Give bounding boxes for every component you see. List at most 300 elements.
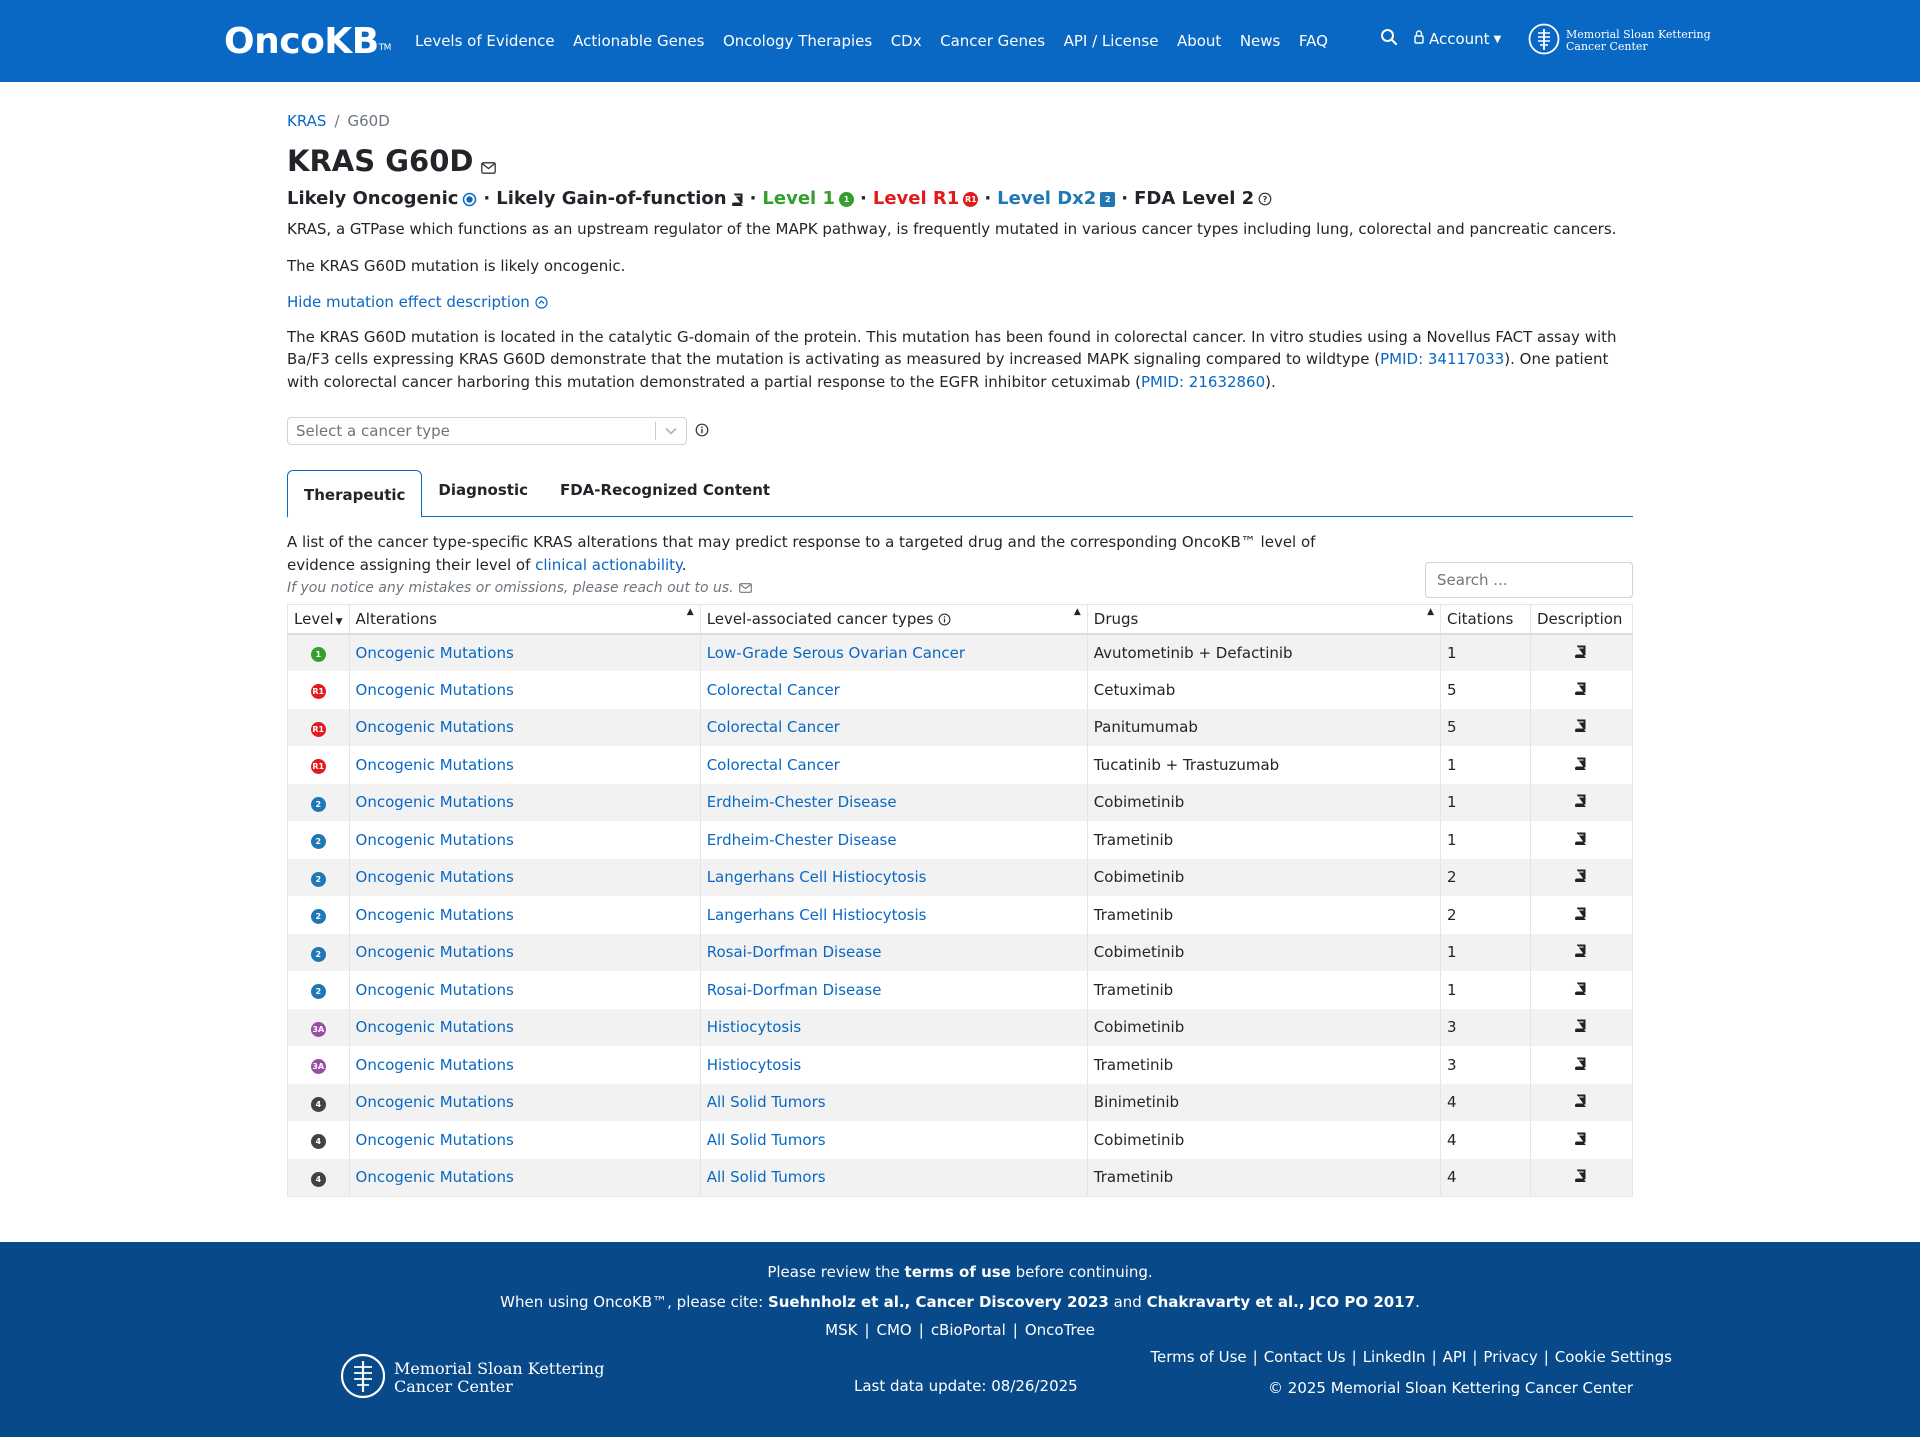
header-level-label: Level: [294, 609, 334, 628]
table-row: [288, 971, 1633, 1009]
header-citations[interactable]: [1441, 605, 1531, 634]
cancer-type-link[interactable]: All Solid Tumors: [706, 1168, 826, 1186]
link-separator: |: [1351, 1348, 1357, 1366]
level-badge-icon: 1: [311, 647, 326, 662]
table-header-row: [288, 605, 1633, 634]
table-row: [288, 934, 1633, 972]
cancer-type-link[interactable]: Rosai-Dorfman Disease: [706, 980, 882, 999]
alteration-link[interactable]: Oncogenic Mutations: [355, 1018, 514, 1037]
footer-link-api[interactable]: API: [1442, 1348, 1467, 1366]
header-citations-label: Citations: [1447, 609, 1514, 628]
question-circle-icon[interactable]: [1258, 192, 1272, 206]
description-cell: [1530, 709, 1632, 747]
book-icon[interactable]: [1575, 682, 1587, 695]
svg-text:?: ?: [1262, 195, 1268, 204]
footer-partner-links: [0, 1319, 1920, 1341]
nav-item-faq[interactable]: FAQ: [1298, 32, 1328, 50]
alteration-link[interactable]: Oncogenic Mutations: [355, 718, 514, 737]
header-description[interactable]: [1530, 605, 1632, 634]
drug-cell: Avutometinib + Defactinib: [1087, 634, 1440, 672]
breadcrumb-separator: /: [334, 112, 340, 130]
envelope-icon[interactable]: [481, 141, 496, 187]
summary-dot: ·: [1121, 188, 1129, 209]
oncogenic-icon: [462, 192, 477, 207]
drug-cell: Cobimetinib: [1087, 934, 1440, 972]
sort-icon: ▲: [686, 607, 694, 617]
nav-right: [1380, 28, 1501, 50]
cancer-type-cell: [700, 859, 1087, 897]
cancer-type-cell: [700, 1084, 1087, 1122]
tab-description-text: A list of the cancer type-specific KRAS alterations that may predict response to a targeted drug and the corresponding OncoKB™ level of evidence assigning their level of: [287, 533, 1316, 574]
alteration-link[interactable]: Oncogenic Mutations: [355, 755, 514, 774]
level-cell: [288, 971, 350, 1009]
citation-link[interactable]: Suehnholz et al., Cancer Discovery 2023: [767, 1293, 1109, 1311]
alteration-link[interactable]: Oncogenic Mutations: [355, 1130, 514, 1149]
alteration-link[interactable]: Oncogenic Mutations: [355, 943, 514, 962]
footer-link-oncotree[interactable]: OncoTree: [1024, 1321, 1095, 1339]
top-navbar: [0, 0, 1920, 82]
alteration-cell: [349, 896, 700, 934]
msk-text: [1566, 29, 1711, 53]
table-row: [288, 859, 1633, 897]
level-cell: [288, 1009, 350, 1047]
header-drugs[interactable]: [1087, 605, 1440, 634]
level-badge-icon: 2: [311, 834, 326, 849]
nav-item-levels-of-evidence[interactable]: Levels of Evidence: [415, 32, 555, 50]
level-badge-icon: R1: [311, 684, 326, 699]
citation-notice: [0, 1291, 1920, 1313]
tab-description-end: .: [681, 555, 687, 574]
oncokb-logo[interactable]: [224, 19, 391, 65]
citations-cell[interactable]: 5: [1441, 709, 1531, 747]
variant-summary: The KRAS G60D mutation is likely oncogenic.: [287, 256, 626, 275]
level-r1-badge-icon: R1: [963, 192, 978, 207]
drug-cell: Panitumumab: [1087, 709, 1440, 747]
link-separator: |: [1543, 1348, 1549, 1366]
terms-of-use-link[interactable]: terms of use: [904, 1263, 1011, 1281]
level-cell: [288, 634, 350, 672]
cancer-type-link[interactable]: Langerhans Cell Histiocytosis: [706, 905, 927, 924]
level-cell: [288, 859, 350, 897]
level-badge-icon: R1: [311, 759, 326, 774]
level-badge-icon: 2: [311, 984, 326, 999]
header-cancer-types[interactable]: [700, 605, 1087, 634]
logo-trademark: TM: [378, 43, 391, 53]
mutation-effect-label: Likely Gain-of-function: [496, 188, 727, 209]
cancer-type-cell: [700, 934, 1087, 972]
link-separator: |: [864, 1321, 870, 1339]
user-icon: [1412, 29, 1426, 49]
alteration-link[interactable]: Oncogenic Mutations: [355, 980, 514, 999]
alteration-cell: [349, 971, 700, 1009]
terms-notice: [0, 1261, 1920, 1283]
book-icon[interactable]: [1575, 1169, 1587, 1182]
breadcrumb-gene-link[interactable]: KRAS: [287, 112, 327, 130]
breadcrumb-current: G60D: [347, 112, 390, 130]
level-cell: [288, 1084, 350, 1122]
description-cell: [1530, 634, 1632, 672]
description-cell: [1530, 971, 1632, 1009]
drug-cell: Trametinib: [1087, 971, 1440, 1009]
pmid-link[interactable]: PMID: 34117033: [1380, 350, 1505, 368]
citations-cell[interactable]: 1: [1441, 746, 1531, 784]
level-cell: [288, 784, 350, 822]
book-icon[interactable]: [1575, 1132, 1587, 1145]
alteration-cell: [349, 934, 700, 972]
drug-cell: Trametinib: [1087, 821, 1440, 859]
terms-notice-text: before continuing.: [1010, 1263, 1153, 1281]
cancer-type-link[interactable]: Rosai-Dorfman Disease: [706, 943, 882, 962]
tab-description: [287, 531, 1347, 576]
footer-link-msk[interactable]: MSK: [825, 1321, 858, 1339]
book-icon[interactable]: [1575, 982, 1587, 995]
cancer-type-cell: [700, 896, 1087, 934]
cancer-type-select-placeholder: Select a cancer type: [296, 422, 450, 440]
level-dx2-badge-icon: 2: [1100, 192, 1115, 207]
logo-text: OncoKB: [224, 21, 379, 62]
book-icon[interactable]: [1575, 1019, 1587, 1032]
evidence-tabs: [287, 468, 1633, 517]
drug-cell: Cobimetinib: [1087, 1009, 1440, 1047]
chevron-down-icon: ▼: [1493, 33, 1502, 45]
citations-cell[interactable]: 4: [1441, 1121, 1531, 1159]
drug-cell: Cobimetinib: [1087, 859, 1440, 897]
cancer-type-select-row: [287, 417, 1633, 445]
description-cell: [1530, 1046, 1632, 1084]
level-cell: [288, 1046, 350, 1084]
page-title-text: KRAS G60D: [287, 144, 474, 178]
level-cell: [288, 1121, 350, 1159]
cancer-type-cell: [700, 746, 1087, 784]
drug-cell: Cobimetinib: [1087, 784, 1440, 822]
msk-line2: Cancer Center: [1566, 40, 1648, 53]
level-badge-icon: 2: [311, 872, 326, 887]
cancer-type-link[interactable]: Erdheim-Chester Disease: [706, 793, 897, 812]
msk-caduceus-icon: [1528, 22, 1560, 60]
summary-dot: ·: [860, 188, 867, 209]
citations-cell[interactable]: 4: [1441, 1159, 1531, 1197]
drug-cell: Trametinib: [1087, 896, 1440, 934]
variant-summary-line: [287, 184, 1633, 214]
table-row: [288, 746, 1633, 784]
msk-logo[interactable]: [1528, 22, 1711, 60]
select-indicators: [647, 422, 678, 440]
level-cell: [288, 1159, 350, 1197]
citations-cell[interactable]: 3: [1441, 1046, 1531, 1084]
description-cell: [1530, 746, 1632, 784]
footer-link-linkedin[interactable]: LinkedIn: [1362, 1348, 1426, 1366]
header-alterations-label: Alterations: [355, 609, 437, 628]
alteration-cell: [349, 821, 700, 859]
pmid-link[interactable]: PMID: 21632860: [1141, 372, 1266, 391]
footer: [0, 1242, 1920, 1437]
header-description-label: Description: [1536, 609, 1623, 628]
description-cell: [1530, 934, 1632, 972]
table-row: [288, 784, 1633, 822]
header-level[interactable]: [288, 605, 350, 634]
description-cell: [1530, 1121, 1632, 1159]
level-badge-icon: 4: [311, 1172, 326, 1187]
table-row: [288, 821, 1633, 859]
level-dx2-label[interactable]: Level Dx2: [997, 188, 1097, 209]
cancer-type-link[interactable]: All Solid Tumors: [706, 1130, 826, 1149]
cancer-type-link[interactable]: Histiocytosis: [706, 1018, 802, 1037]
page-title: [287, 138, 1633, 184]
nav-item-cdx[interactable]: CDx: [890, 32, 922, 50]
header-cancer-types-label: Level-associated cancer types: [706, 609, 934, 628]
alteration-cell: [349, 1121, 700, 1159]
summary-dot: ·: [984, 188, 992, 209]
footer-right-links: [1150, 1348, 1672, 1366]
fda-level-label[interactable]: FDA Level 2: [1134, 188, 1255, 209]
book-icon[interactable]: [1575, 719, 1587, 732]
citations-cell[interactable]: 4: [1441, 1084, 1531, 1122]
msk-line2: Cancer Center: [394, 1377, 513, 1396]
terms-notice-text: Please review the: [767, 1263, 905, 1281]
nav-item-cancer-genes[interactable]: Cancer Genes: [940, 32, 1046, 50]
level-cell: [288, 746, 350, 784]
drug-cell: Cetuximab: [1087, 671, 1440, 709]
sort-desc-icon: ▼: [335, 616, 343, 627]
table-row: [288, 1084, 1633, 1122]
cancer-type-link[interactable]: Erdheim-Chester Disease: [706, 830, 897, 849]
table-row: [288, 671, 1633, 709]
info-circle-icon[interactable]: [938, 613, 951, 626]
footer-link-terms-of-use[interactable]: Terms of Use: [1150, 1348, 1247, 1366]
citation-text: and: [1108, 1293, 1147, 1311]
alteration-cell: [349, 784, 700, 822]
therapeutic-evidence-table: [287, 604, 1633, 1197]
cancer-type-select[interactable]: [287, 417, 687, 445]
alteration-cell: [349, 859, 700, 897]
level-badge-icon: 3A: [311, 1022, 326, 1037]
citations-cell[interactable]: 3: [1441, 1009, 1531, 1047]
cancer-type-link[interactable]: All Solid Tumors: [706, 1093, 826, 1112]
table-body: [288, 634, 1633, 1197]
citations-cell[interactable]: 1: [1441, 634, 1531, 672]
table-row: [288, 1009, 1633, 1047]
msk-line1: Memorial Sloan Kettering: [394, 1359, 605, 1378]
mutation-effect-text: ). One patient with colorectal cancer harboring this mutation demonstrated a partial response to the EGFR inhibitor cetuximab (: [287, 350, 1609, 391]
level-badge-icon: R1: [311, 722, 326, 737]
account-menu[interactable]: [1412, 29, 1501, 49]
oncogenicity-label: Likely Oncogenic: [287, 188, 459, 209]
mutation-effect-description: [287, 326, 1633, 394]
clinical-actionability-link[interactable]: clinical actionability: [535, 555, 682, 574]
cancer-type-link[interactable]: Colorectal Cancer: [706, 680, 840, 699]
description-cell: [1530, 784, 1632, 822]
drug-cell: Binimetinib: [1087, 1084, 1440, 1122]
cancer-type-link[interactable]: Colorectal Cancer: [706, 718, 840, 737]
cancer-type-link[interactable]: Low-Grade Serous Ovarian Cancer: [706, 643, 966, 662]
copyright: © 2025 Memorial Sloan Kettering Cancer Center: [1268, 1379, 1633, 1397]
table-row: [288, 1159, 1633, 1197]
level-1-label[interactable]: Level 1: [762, 188, 836, 209]
alteration-cell: [349, 1046, 700, 1084]
footer-msk-logo[interactable]: [340, 1351, 604, 1405]
footer-link-privacy[interactable]: Privacy: [1483, 1348, 1538, 1366]
cancer-type-cell: [700, 971, 1087, 1009]
mutation-effect-text: ).: [1265, 372, 1276, 391]
book-icon[interactable]: [1575, 907, 1587, 920]
cancer-type-cell: [700, 1159, 1087, 1197]
search-icon[interactable]: [1380, 28, 1402, 50]
nav-item-actionable-genes[interactable]: Actionable Genes: [573, 32, 705, 50]
alteration-link[interactable]: Oncogenic Mutations: [355, 680, 514, 699]
citations-cell[interactable]: 1: [1441, 784, 1531, 822]
level-cell: [288, 934, 350, 972]
cancer-type-cell: [700, 1046, 1087, 1084]
msk-line1: Memorial Sloan Kettering: [1566, 28, 1711, 41]
cancer-type-link[interactable]: Histiocytosis: [706, 1055, 802, 1074]
alteration-cell: [349, 709, 700, 747]
drug-cell: Cobimetinib: [1087, 1121, 1440, 1159]
alteration-link[interactable]: Oncogenic Mutations: [355, 905, 514, 924]
book-icon[interactable]: [1575, 1057, 1587, 1070]
alteration-link[interactable]: Oncogenic Mutations: [355, 793, 514, 812]
nav-item-oncology-therapies[interactable]: Oncology Therapies: [722, 32, 873, 50]
feedback-note-text: If you notice any mistakes or omissions, please reach out to us.: [287, 580, 734, 596]
header-alterations[interactable]: [349, 605, 700, 634]
table-row: [288, 634, 1633, 672]
tab-diagnostic[interactable]: Diagnostic: [438, 481, 528, 499]
level-badge-icon: 2: [311, 797, 326, 812]
footer-link-cmo[interactable]: CMO: [876, 1321, 912, 1339]
table-search-input[interactable]: [1425, 562, 1633, 598]
book-icon[interactable]: [1575, 757, 1587, 770]
book-icon[interactable]: [1575, 944, 1587, 957]
level-cell: [288, 821, 350, 859]
main-content: [287, 104, 1633, 1186]
nav-item-news[interactable]: News: [1239, 32, 1281, 50]
description-cell: [1530, 1084, 1632, 1122]
citations-cell[interactable]: 1: [1441, 821, 1531, 859]
citations-cell[interactable]: 1: [1441, 971, 1531, 1009]
book-icon[interactable]: [1575, 1094, 1587, 1107]
table-row: [288, 896, 1633, 934]
cancer-type-link[interactable]: Colorectal Cancer: [706, 755, 840, 774]
citations-cell[interactable]: 2: [1441, 859, 1531, 897]
level-badge-icon: 4: [311, 1134, 326, 1149]
citation-text: .: [1415, 1293, 1420, 1311]
footer-link-contact-us[interactable]: Contact Us: [1263, 1348, 1346, 1366]
cancer-type-cell: [700, 634, 1087, 672]
link-separator: |: [1472, 1348, 1478, 1366]
tab-fda-recognized-content[interactable]: FDA-Recognized Content: [559, 481, 771, 499]
mutation-effect-text: The KRAS G60D mutation is located in the catalytic G-domain of the protein. This mutation has been found in colorectal cancer. In vitro studies using a Novellus FACT assay with Ba/F3 cells expressing KRAS G60D demonstrate that the mutation is activating as measured by increased MAPK signaling compared to wildtype (: [287, 327, 1617, 368]
gene-summary: KRAS, a GTPase which functions as an upstream regulator of the MAPK pathway, is frequently mutated in various cancer types including lung, colorectal and pancreatic cancers.: [287, 220, 1617, 238]
summary-dot: ·: [483, 188, 491, 209]
level-badge-icon: 4: [311, 1097, 326, 1112]
level-r1-label[interactable]: Level R1: [872, 188, 960, 209]
select-separator: [655, 422, 656, 440]
info-circle-icon[interactable]: [695, 422, 709, 441]
footer-link-cookie-settings[interactable]: Cookie Settings: [1554, 1348, 1672, 1366]
alteration-cell: [349, 746, 700, 784]
link-separator: |: [1431, 1348, 1437, 1366]
table-row: [288, 1046, 1633, 1084]
citation-text: When using OncoKB™, please cite:: [500, 1293, 768, 1311]
hide-mutation-effect-link[interactable]: [287, 291, 1633, 314]
link-separator: |: [918, 1321, 924, 1339]
description-cell: [1530, 671, 1632, 709]
citation-link[interactable]: Chakravarty et al., JCO PO 2017: [1146, 1293, 1416, 1311]
book-icon[interactable]: [1575, 645, 1587, 658]
msk-text: [394, 1360, 604, 1396]
citations-cell[interactable]: 2: [1441, 896, 1531, 934]
last-data-update: Last data update: 08/26/2025: [854, 1377, 1078, 1395]
alteration-cell: [349, 1009, 700, 1047]
citations-cell[interactable]: 1: [1441, 934, 1531, 972]
cancer-type-cell: [700, 1009, 1087, 1047]
cancer-type-cell: [700, 709, 1087, 747]
tab-therapeutic[interactable]: Therapeutic: [287, 470, 422, 518]
chevron-up-circle-icon: [535, 296, 548, 309]
cancer-type-cell: [700, 671, 1087, 709]
link-separator: |: [1012, 1321, 1018, 1339]
nav-menu: [415, 30, 1346, 52]
level-badge-icon: 3A: [311, 1059, 326, 1074]
description-cell: [1530, 859, 1632, 897]
alteration-link[interactable]: Oncogenic Mutations: [355, 830, 514, 849]
nav-item-api-license[interactable]: API / License: [1063, 32, 1159, 50]
description-cell: [1530, 896, 1632, 934]
drug-cell: Trametinib: [1087, 1159, 1440, 1197]
level-1-badge-icon: 1: [839, 192, 854, 207]
drug-cell: Tucatinib + Trastuzumab: [1087, 746, 1440, 784]
level-cell: [288, 896, 350, 934]
description-cell: [1530, 821, 1632, 859]
summary-dot: ·: [749, 188, 757, 209]
level-badge-icon: 2: [311, 909, 326, 924]
description-cell: [1530, 1159, 1632, 1197]
nav-item-about[interactable]: About: [1176, 32, 1222, 50]
citations-cell[interactable]: 5: [1441, 671, 1531, 709]
alteration-cell: [349, 1084, 700, 1122]
chevron-down-icon[interactable]: [664, 422, 678, 440]
sort-icon: ▲: [1073, 607, 1081, 617]
level-cell: [288, 671, 350, 709]
sort-icon: ▲: [1427, 607, 1435, 617]
alteration-link[interactable]: Oncogenic Mutations: [355, 868, 514, 887]
level-cell: [288, 709, 350, 747]
alteration-link[interactable]: Oncogenic Mutations: [355, 1093, 514, 1112]
book-icon[interactable]: [1575, 869, 1587, 882]
alteration-cell: [349, 671, 700, 709]
account-label: Account: [1429, 30, 1490, 48]
book-icon[interactable]: [732, 193, 744, 206]
cancer-type-cell: [700, 1121, 1087, 1159]
level-badge-icon: 2: [311, 947, 326, 962]
msk-caduceus-icon: [340, 1351, 386, 1405]
book-icon[interactable]: [1575, 832, 1587, 845]
link-separator: |: [1252, 1348, 1258, 1366]
alteration-cell: [349, 1159, 700, 1197]
footer-link-cbioportal[interactable]: cBioPortal: [930, 1321, 1006, 1339]
alteration-link[interactable]: Oncogenic Mutations: [355, 1055, 514, 1074]
table-row: [288, 709, 1633, 747]
drug-cell: Trametinib: [1087, 1046, 1440, 1084]
cancer-type-cell: [700, 821, 1087, 859]
cancer-type-link[interactable]: Langerhans Cell Histiocytosis: [706, 868, 927, 887]
book-icon[interactable]: [1575, 794, 1587, 807]
alteration-link[interactable]: Oncogenic Mutations: [355, 643, 514, 662]
alteration-cell: [349, 634, 700, 672]
hide-mutation-effect-label[interactable]: Hide mutation effect description: [287, 293, 530, 311]
table-row: [288, 1121, 1633, 1159]
alteration-link[interactable]: Oncogenic Mutations: [355, 1168, 514, 1186]
envelope-icon[interactable]: [739, 583, 752, 593]
